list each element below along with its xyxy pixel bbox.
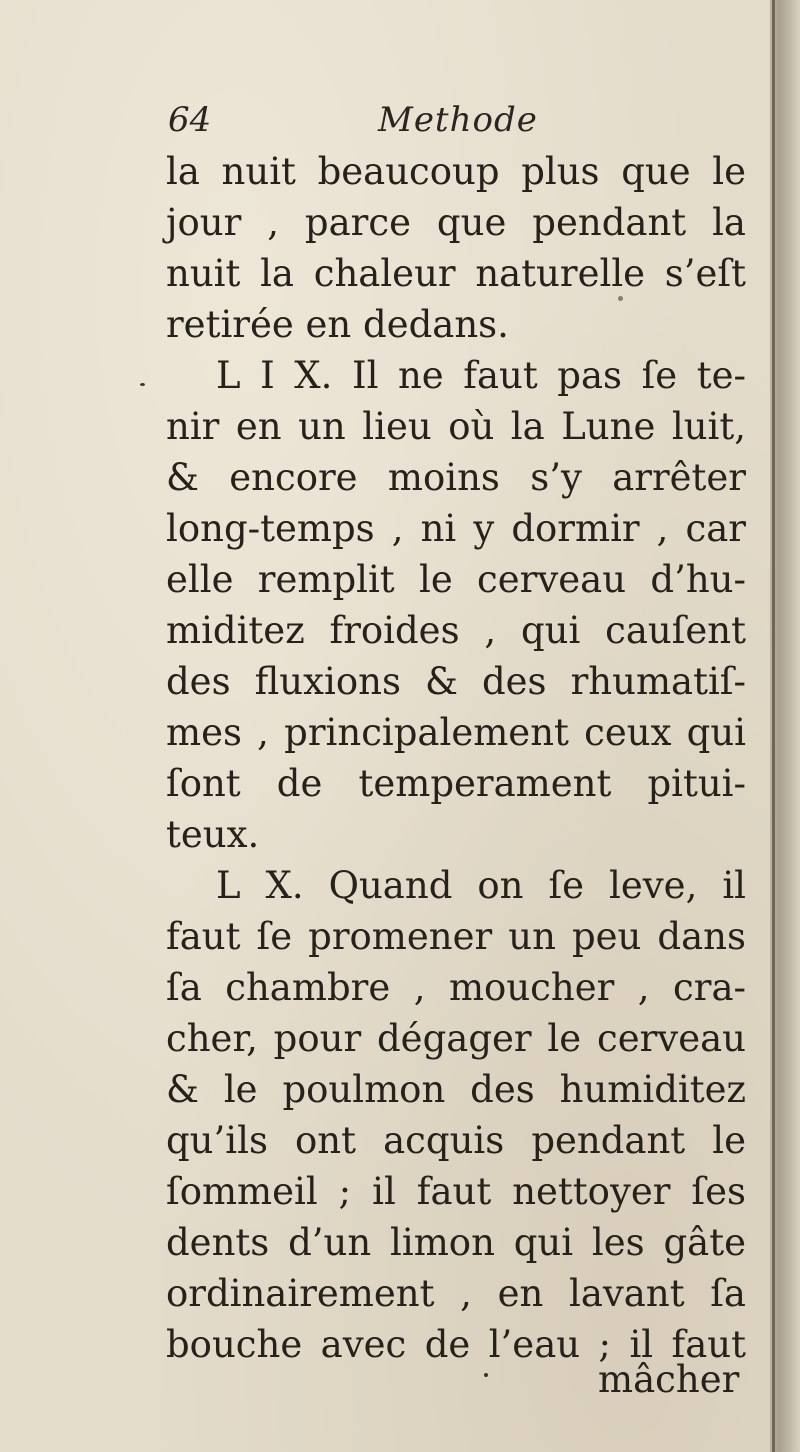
ink-speck <box>618 296 623 301</box>
ink-speck <box>140 383 145 386</box>
page-edge-line <box>772 0 775 1452</box>
text-line: des fluxions & des rhumatiſ- <box>166 660 746 703</box>
text-line: bouche avec de l’eau ; il faut <box>166 1323 746 1366</box>
running-head: Methode <box>378 100 538 140</box>
catchword: mâcher <box>598 1358 740 1401</box>
text-line: teux. <box>166 813 260 856</box>
text-line: ordinairement , en lavant ſa <box>166 1272 746 1315</box>
text-line: dents d’un limon qui les gâte <box>166 1221 746 1264</box>
text-line: mes , principalement ceux qui <box>166 711 746 754</box>
text-line: faut ſe promener un peu dans <box>166 915 746 958</box>
body-text <box>166 146 746 1370</box>
text-line: retirée en dedans. <box>166 303 509 346</box>
text-line: ſommeil ; il faut nettoyer ſes <box>166 1170 746 1213</box>
text-line: nir en un lieu où la Lune luit, <box>166 405 746 448</box>
text-line: cher, pour dégager le cerveau <box>166 1017 746 1060</box>
text-line: L X. Quand on ſe leve, il <box>216 864 746 907</box>
text-line: miditez froides , qui cauſent <box>166 609 746 652</box>
text-line: & le poulmon des humiditez <box>166 1068 746 1111</box>
text-line: elle remplit le cerveau d’hu- <box>166 558 746 601</box>
ink-speck <box>484 1373 488 1377</box>
text-line: ſont de temperament pitui- <box>166 762 746 805</box>
text-line: & encore moins s’y arrêter <box>166 456 746 499</box>
text-line: nuit la chaleur naturelle s’eſt <box>166 252 746 295</box>
text-line: jour , parce que pendant la <box>166 201 746 244</box>
text-line: long-temps , ni y dormir , car <box>166 507 746 550</box>
page-number: 64 <box>168 100 212 140</box>
page-header <box>168 100 738 150</box>
text-line: L I X. Il ne faut pas ſe te- <box>216 354 746 397</box>
text-line: la nuit beaucoup plus que le <box>166 150 746 193</box>
text-line: ſa chambre , moucher , cra- <box>166 966 746 1009</box>
text-line: qu’ils ont acquis pendant le <box>166 1119 746 1162</box>
